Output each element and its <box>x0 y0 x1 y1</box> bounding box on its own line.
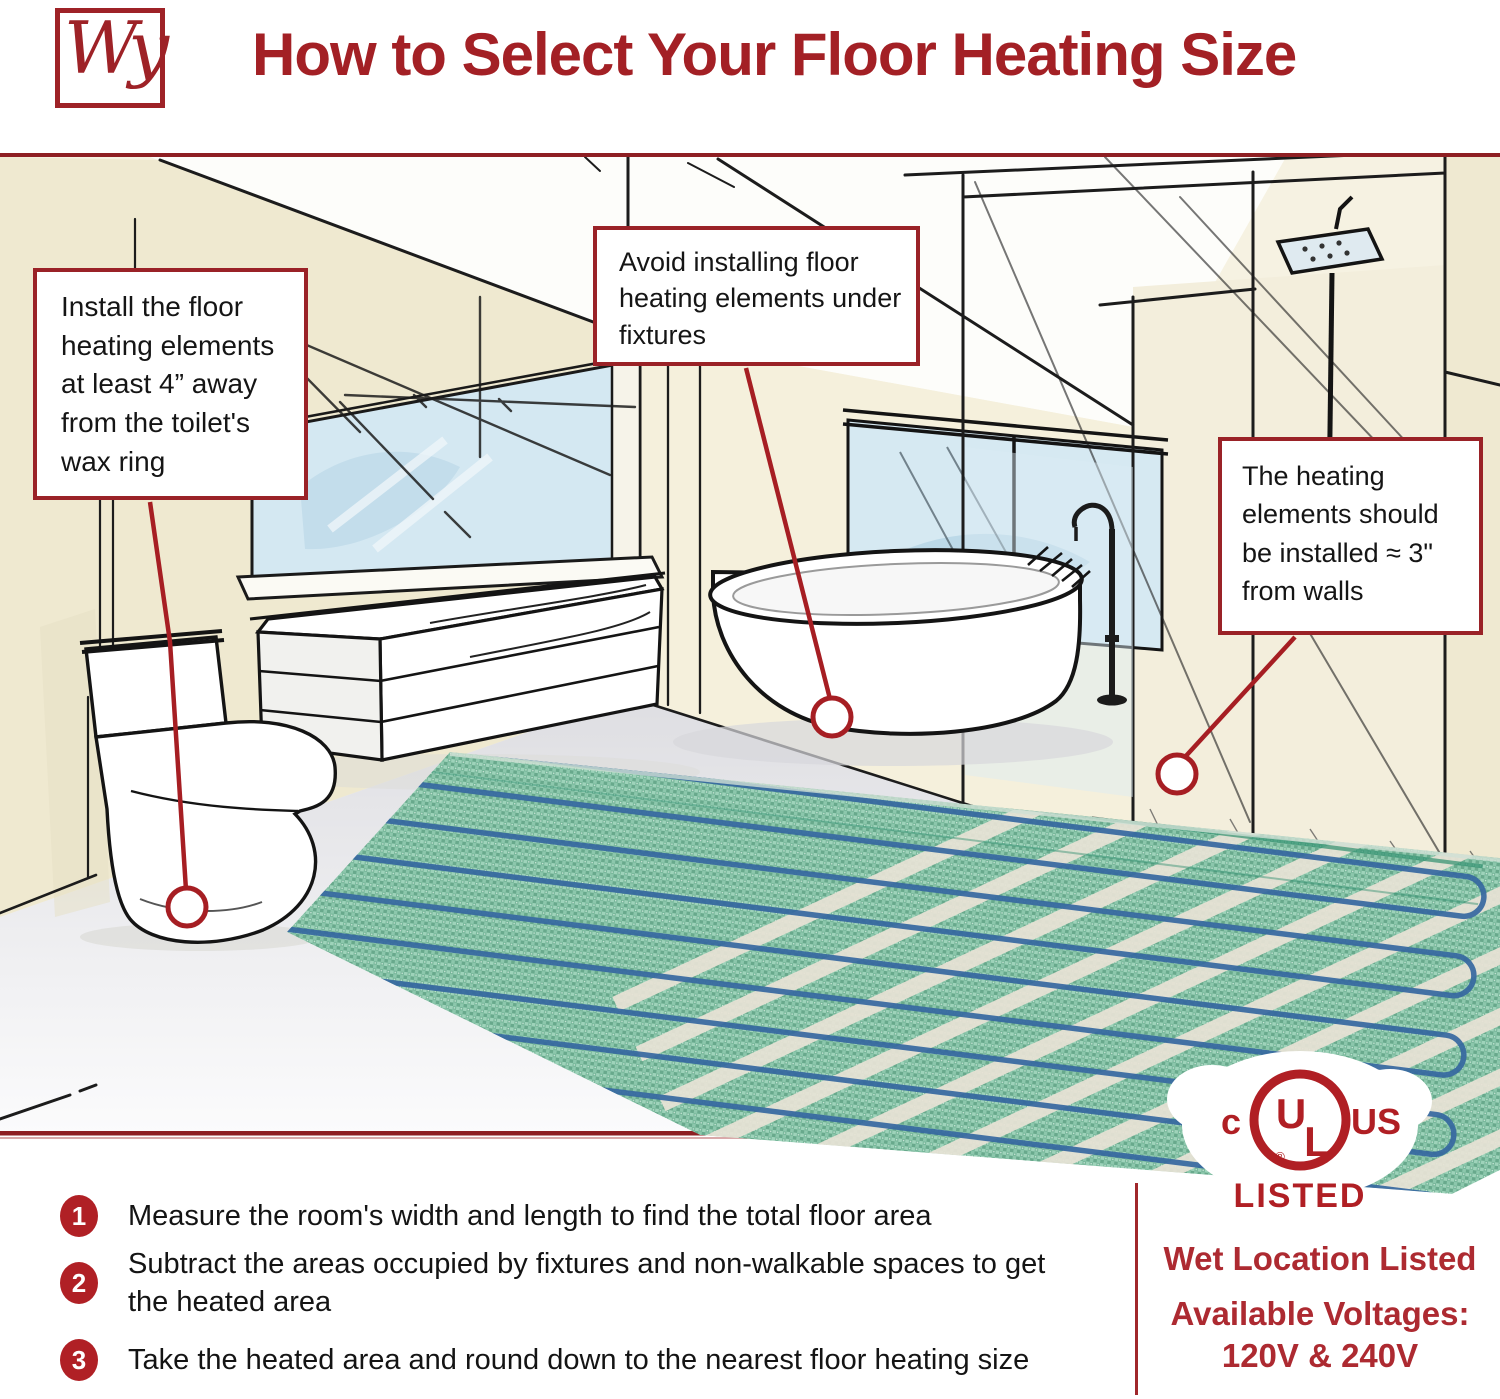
wet-location-label: Wet Location Listed <box>1163 1240 1477 1277</box>
ul-listed-label: LISTED <box>1233 1177 1367 1215</box>
wall-gap-marker <box>1158 755 1196 793</box>
callout-avoid-fixtures: Avoid installing floor heating elements under fixtures <box>593 226 920 366</box>
brand-logo <box>55 8 165 108</box>
brand-monogram: Wy <box>64 6 162 90</box>
illustration-canvas <box>0 157 1500 1399</box>
step-1-text: Measure the room's width and length to find the total floor area <box>128 1199 932 1232</box>
step-row-1 <box>60 1195 1060 1237</box>
ul-letter-u: U <box>1275 1090 1307 1137</box>
voltages-value: 120V & 240V <box>1221 1337 1419 1374</box>
fixture-marker <box>813 698 851 736</box>
callout-toilet-clearance: Install the floor heating elements at least 4” away from the toilet's wax ring <box>33 268 308 500</box>
step-1-badge: 1 <box>60 1195 98 1237</box>
step-row-2 <box>60 1245 1060 1322</box>
step-3-text: Take the heated area and round down to the nearest floor heating size <box>128 1343 1030 1376</box>
ul-suffix-us: US <box>1350 1101 1402 1142</box>
ul-letter-l: L <box>1304 1118 1330 1165</box>
page-title: How to Select Your Floor Heating Size <box>252 21 1297 88</box>
voltages-label: Available Voltages: <box>1170 1295 1470 1332</box>
step-2-badge: 2 <box>60 1262 98 1304</box>
step-3-badge: 3 <box>60 1339 98 1381</box>
step-2-text: Subtract the areas occupied by fixtures and non-walkable spaces to get the heated area <box>128 1248 1046 1319</box>
ul-registered-symbol: ® <box>1275 1149 1285 1164</box>
ul-prefix-c: c <box>1220 1101 1242 1142</box>
step-row-3 <box>60 1339 1060 1381</box>
callout-wall-clearance: The heating elements should be installed ≈ 3" from walls <box>1218 437 1483 635</box>
info-divider <box>1135 1183 1138 1395</box>
ul-certification-mark <box>1167 1051 1432 1215</box>
wax-ring-marker <box>168 888 206 926</box>
